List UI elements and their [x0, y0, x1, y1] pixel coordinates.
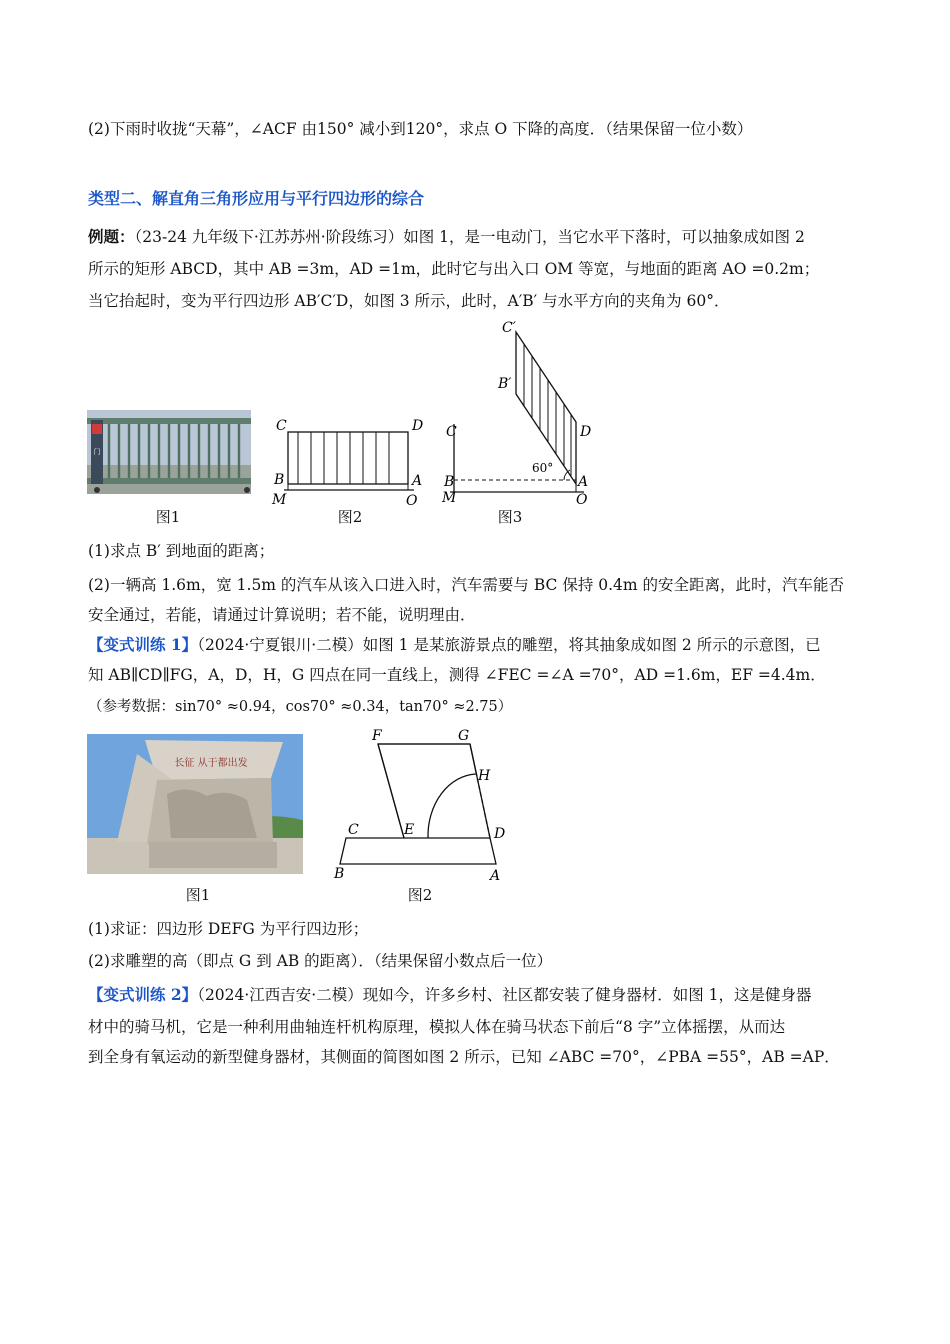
fig2-label-C: C — [276, 418, 287, 434]
fig2-label-D: D — [412, 418, 424, 434]
example-text-1: （23-24 九年级下·江苏苏州·阶段练习）如图 1，是一电动门，当它水平下落时，可以抽象成如图 2 — [134, 228, 805, 246]
example-line-1 — [88, 226, 858, 248]
fig3-label-Cp: C′ — [502, 320, 516, 336]
gate-photo — [87, 410, 251, 494]
example-q2-line-2: 安全通过，若能，请通过计算说明；若不能，说明理由． — [88, 606, 476, 624]
train1-label: 【变式训练 1】 — [88, 635, 198, 654]
fig1-caption: 图1 — [155, 508, 181, 526]
example-line-2: 所示的矩形 ABCD，其中 AB =3m，AD =1m，此时它与出入口 OM 等宽，与地面的距离 AO =0.2m； — [88, 260, 820, 278]
fig3-label-D: D — [580, 424, 592, 440]
sculpture-fig2-caption: 图2 — [407, 886, 433, 904]
sculpture-fig1-caption: 图1 — [185, 886, 211, 904]
train2-text-1: （2024·江西吉安·二模）现如今，许多乡村、社区都安装了健身器材．如图 1，这是健身器 — [197, 986, 812, 1004]
train1-q1: (1)求证：四边形 DEFG 为平行四边形； — [88, 920, 369, 938]
question-rain: (2)下雨时收拢“天幕”，∠ACF 由150° 减小到120°，求点 O 下降的高度．（结果保留一位小数） — [88, 120, 753, 138]
sculpture-label-G: G — [458, 728, 470, 744]
train2-line-3: 到全身有氧运动的新型健身器材，其侧面的简图如图 2 所示，已知 ∠ABC =70°，∠PBA =55°，AB =AP． — [88, 1048, 840, 1066]
example-line-3: 当它抬起时，变为平行四边形 AB′C′D，如图 3 所示，此时，A′B′ 与水平方向的夹角为 60°． — [88, 292, 730, 310]
fig2-caption: 图2 — [337, 508, 363, 526]
sculpture-photo — [87, 734, 303, 874]
example-label: 例题： — [88, 227, 135, 246]
fig2-label-A: A — [412, 473, 423, 489]
train2-label: 【变式训练 2】 — [88, 985, 198, 1004]
fig2-label-M: M — [272, 492, 287, 508]
sculpture-label-D: D — [494, 826, 506, 842]
sculpture-label-A: A — [490, 868, 501, 884]
sculpture-label-E: E — [404, 822, 415, 838]
fig3-label-M: M — [442, 490, 457, 506]
sculpture-inscription: 长征 从于都出发 — [174, 758, 248, 769]
train1-reference-data: （参考数据：sin70° ≈0.94，cos70° ≈0.34，tan70° ≈2.75） — [88, 699, 513, 715]
train1-q2: (2)求雕塑的高（即点 G 到 AB 的距离）．（结果保留小数点后一位） — [88, 952, 553, 970]
train2-line-1 — [88, 984, 858, 1006]
example-q2-line-1: (2)一辆高 1.6m，宽 1.5m 的汽车从该入口进入时，汽车需要与 BC 保持 0.4m 的安全距离，此时，汽车能否 — [88, 576, 845, 594]
fig2-label-B: B — [274, 472, 285, 488]
fig3-label-A: A — [578, 474, 589, 490]
sculpture-label-C: C — [348, 822, 359, 838]
fig3-label-C: C — [446, 424, 457, 440]
sculpture-label-B: B — [334, 866, 345, 882]
fig3-diagram — [440, 318, 600, 508]
fig3-label-O: O — [576, 492, 588, 508]
sculpture-label-F: F — [372, 728, 382, 744]
fig2-label-O: O — [406, 493, 418, 509]
train1-line-1 — [88, 634, 858, 656]
example-q1: (1)求点 B′ 到地面的距离； — [88, 542, 275, 560]
train2-line-2: 材中的骑马机，它是一种利用曲轴连杆机构原理，模拟人体在骑马状态下前后“8 字”立体摇摆，从而达 — [88, 1018, 786, 1036]
fig3-caption: 图3 — [497, 508, 523, 526]
sculpture-label-H: H — [478, 768, 491, 784]
gate-sign-text: 门 — [93, 448, 101, 456]
fig2-diagram — [268, 412, 428, 512]
fig3-label-Bp: B′ — [498, 376, 512, 392]
fig3-label-B: B — [444, 474, 455, 490]
fig3-angle-label: 60° — [532, 461, 554, 475]
train1-line-2: 知 AB∥CD∥FG，A，D，H，G 四点在同一直线上，测得 ∠FEC =∠A =70°，AD =1.6m，EF =4.4m． — [88, 666, 826, 684]
section-title: 类型二、解直角三角形应用与平行四边形的综合 — [88, 189, 425, 208]
sculpture-fig2-diagram — [330, 720, 530, 890]
train1-text-1: （2024·宁夏银川·二模）如图 1 是某旅游景点的雕塑，将其抽象成如图 2 所示的示意图，已 — [197, 636, 821, 654]
